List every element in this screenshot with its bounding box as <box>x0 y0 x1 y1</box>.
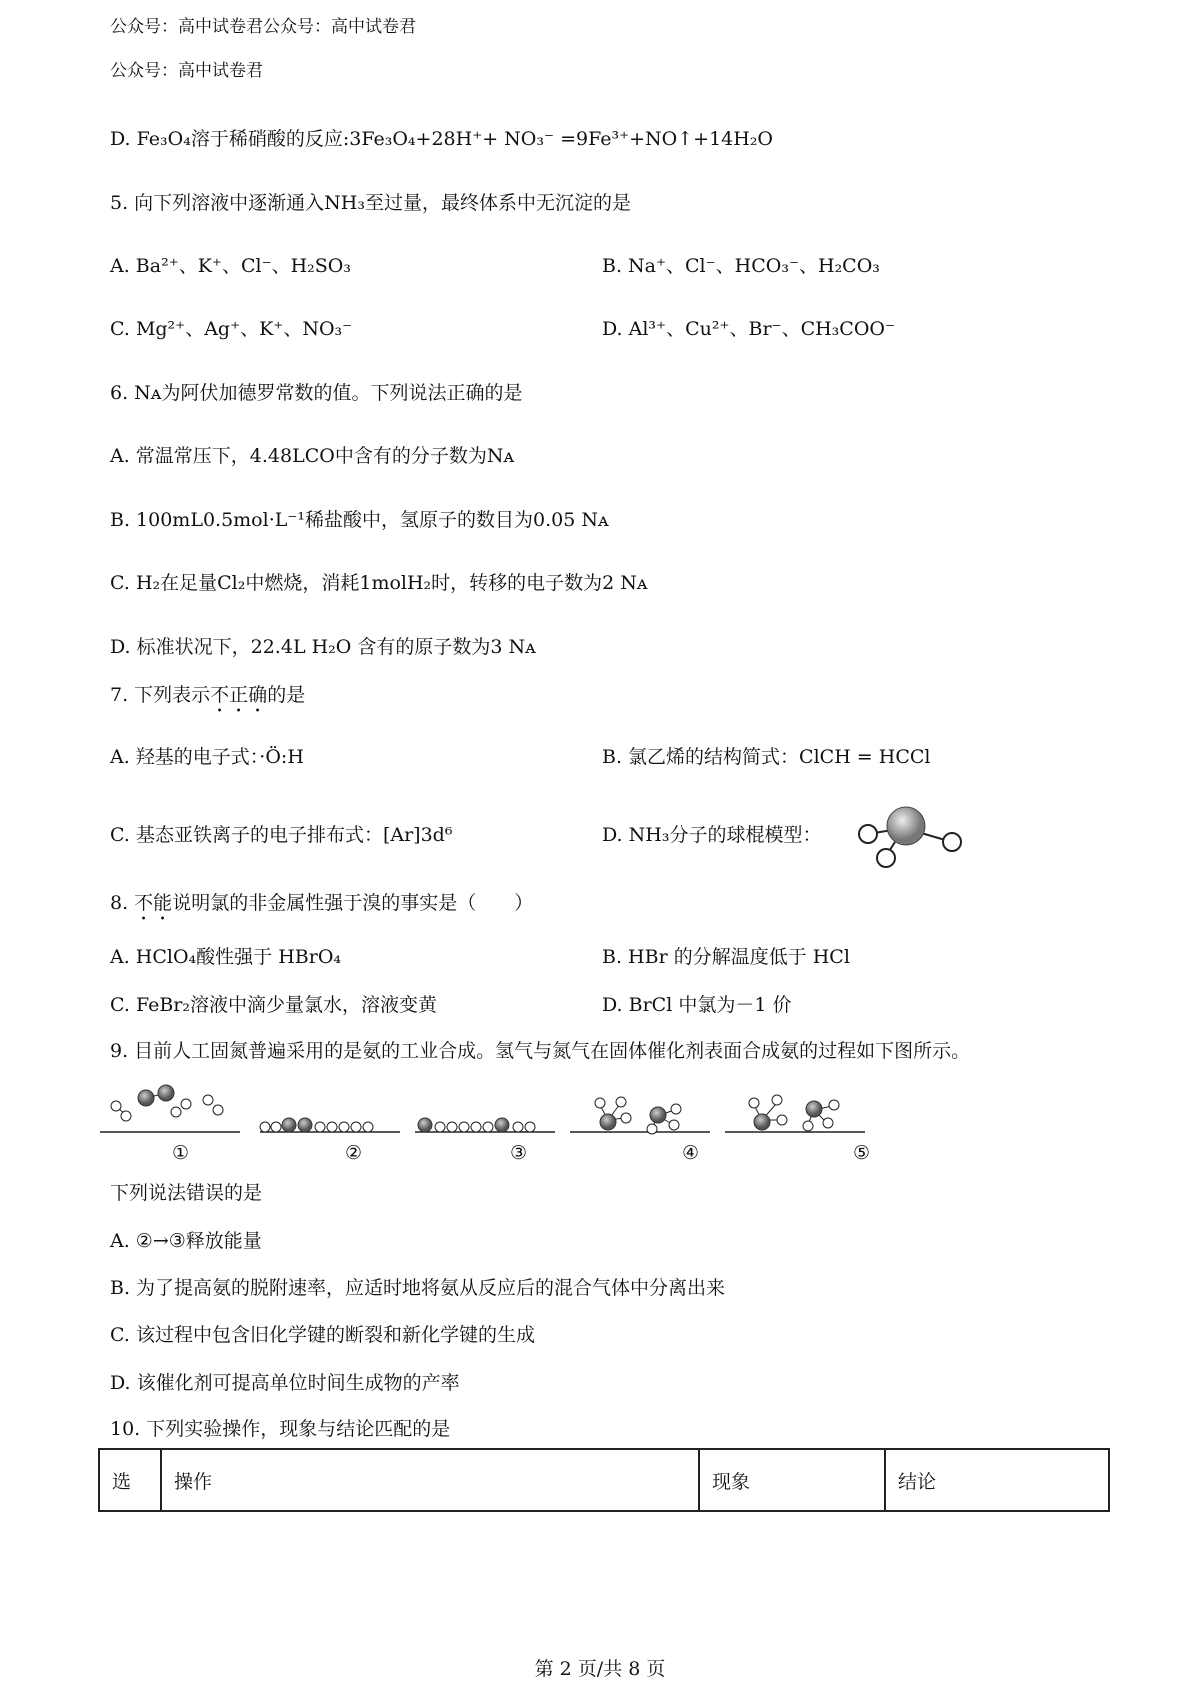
nh3-ball-stick-model-icon <box>856 802 966 872</box>
step-label-5: ⑤ <box>853 1142 871 1164</box>
q7-stem: 7. 下列表示不正确的是 <box>110 684 306 706</box>
q8-option-d: D. BrCl 中氯为－1 价 <box>602 994 792 1016</box>
table-header-conclusion: 结论 <box>885 1449 1109 1511</box>
table-header-option: 选 <box>99 1449 161 1511</box>
q5-option-d: D. Al³⁺、Cu²⁺、Br⁻、CH₃COO⁻ <box>602 318 896 340</box>
q7-option-a: A. 羟基的电子式：·Ö:H <box>110 746 304 768</box>
q8-option-a: A. HClO₄酸性强于 HBrO₄ <box>110 946 342 968</box>
header-line-2: 公众号：高中试卷君 <box>110 61 263 81</box>
q8-option-b: B. HBr 的分解温度低于 HCl <box>602 946 850 968</box>
table-header-operation: 操作 <box>161 1449 699 1511</box>
q9-question: 下列说法错误的是 <box>110 1182 263 1204</box>
q10-stem: 10. 下列实验操作，现象与结论匹配的是 <box>110 1418 451 1440</box>
q6-option-d: D. 标准状况下，22.4L H₂O 含有的原子数为3 Nᴀ <box>110 636 536 658</box>
q9-stem: 9. 目前人工固氮普遍采用的是氨的工业合成。氢气与氮气在固体催化剂表面合成氨的过程如下图所示。 <box>110 1040 971 1062</box>
q6-option-a: A. 常温常压下，4.48LCO中含有的分子数为Nᴀ <box>110 445 515 467</box>
step-5-group <box>749 1095 839 1131</box>
q8-stem: 8. 不能说明氯的非金属性强于溴的事实是（ ） <box>110 892 534 914</box>
step-label-1: ① <box>172 1142 190 1164</box>
q7-option-c: C. 基态亚铁离子的电子排布式：[Ar]3d⁶ <box>110 824 453 846</box>
q9-option-c: C. 该过程中包含旧化学键的断裂和新化学键的生成 <box>110 1324 535 1346</box>
q9-option-b: B. 为了提高氨的脱附速率，应适时地将氨从反应后的混合气体中分离出来 <box>110 1277 726 1299</box>
q5-stem: 5. 向下列溶液中逐渐通入NH₃至过量，最终体系中无沉淀的是 <box>110 192 631 214</box>
q8-emphasis: 不能 <box>134 892 173 914</box>
step-label-2: ② <box>345 1142 363 1164</box>
q7-option-b: B. 氯乙烯的结构简式：ClCH = HCCl <box>602 746 931 768</box>
q7-option-d: D. NH₃分子的球棍模型： <box>602 824 822 846</box>
q7-emphasis: 不正确 <box>210 684 268 706</box>
step-label-3: ③ <box>510 1142 528 1164</box>
q5-option-c: C. Mg²⁺、Ag⁺、K⁺、NO₃⁻ <box>110 318 353 340</box>
page-footer: 第 2 页/共 8 页 <box>534 1658 666 1680</box>
q9-option-a: A. ②→③释放能量 <box>110 1230 262 1252</box>
step-3-group <box>418 1118 535 1132</box>
q6-option-c: C. H₂在足量Cl₂中燃烧，消耗1molH₂时，转移的电子数为2 Nᴀ <box>110 572 648 594</box>
header-line-1: 公众号：高中试卷君公众号：高中试卷君 <box>110 17 416 37</box>
q8-option-c: C. FeBr₂溶液中滴少量氯水，溶液变黄 <box>110 994 437 1016</box>
step-4-group <box>595 1097 681 1134</box>
q5-option-a: A. Ba²⁺、K⁺、Cl⁻、H₂SO₃ <box>110 255 351 277</box>
experiment-table <box>98 1448 1110 1512</box>
step-2-group <box>260 1118 373 1132</box>
step-label-4: ④ <box>682 1142 700 1164</box>
ammonia-synthesis-diagram <box>100 1080 960 1180</box>
q4-option-d: D. Fe₃O₄溶于稀硝酸的反应:3Fe₃O₄+28H⁺+ NO₃⁻ =9Fe³⁺+NO↑+14H₂O <box>110 128 774 150</box>
table-header-row <box>99 1449 1109 1511</box>
q6-option-b: B. 100mL0.5mol·L⁻¹稀盐酸中，氢原子的数目为0.05 Nᴀ <box>110 509 609 531</box>
step-1-group <box>111 1085 223 1121</box>
q6-stem: 6. Nᴀ为阿伏加德罗常数的值。下列说法正确的是 <box>110 382 523 404</box>
q9-option-d: D. 该催化剂可提高单位时间生成物的产率 <box>110 1372 460 1394</box>
table-header-phenomenon: 现象 <box>699 1449 885 1511</box>
q5-option-b: B. Na⁺、Cl⁻、HCO₃⁻、H₂CO₃ <box>602 255 880 277</box>
